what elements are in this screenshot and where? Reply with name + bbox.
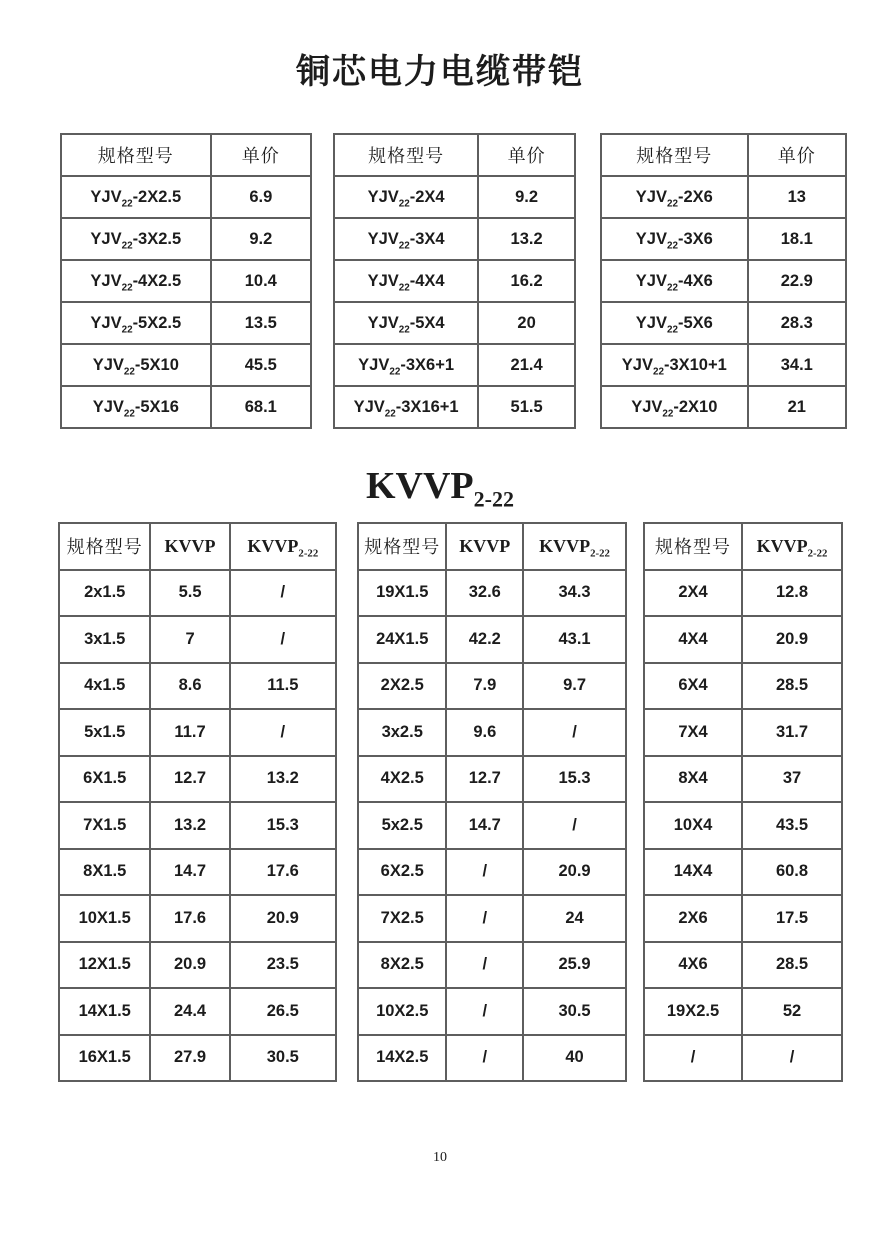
table-row — [358, 616, 626, 663]
model-suffix: -3X2.5 — [132, 229, 182, 248]
spec-cell: 14X4 — [644, 849, 742, 896]
price-cell: 28.5 — [742, 663, 842, 710]
table-row — [334, 386, 575, 428]
spec-cell: 19X1.5 — [358, 570, 446, 617]
armored-cable-table-right — [600, 133, 847, 429]
model-subscript: 22 — [666, 197, 678, 209]
spec-cell: / — [644, 1035, 742, 1082]
price-cell: 7.9 — [446, 663, 523, 710]
spec-cell: 8X2.5 — [358, 942, 446, 989]
column-header — [742, 523, 842, 570]
table-row — [59, 802, 336, 849]
table-row — [61, 344, 311, 386]
model-prefix: YJV — [92, 397, 124, 416]
price-cell: / — [742, 1035, 842, 1082]
spec-cell: 12X1.5 — [59, 942, 150, 989]
table-row — [61, 260, 311, 302]
price-cell: 12.7 — [150, 756, 229, 803]
model-subscript: 22 — [398, 323, 410, 335]
kvvp-section-title — [0, 464, 880, 512]
table-row — [601, 386, 846, 428]
model-prefix: YJV — [635, 187, 667, 206]
column-header: 规格型号 — [61, 134, 211, 176]
spec-cell — [61, 302, 211, 344]
table-row — [61, 176, 311, 218]
table-row — [59, 849, 336, 896]
price-cell: 17.6 — [150, 895, 229, 942]
column-header — [523, 523, 626, 570]
model-suffix: -2X4 — [409, 187, 445, 206]
table-row — [59, 756, 336, 803]
table-row — [601, 344, 846, 386]
armored-cable-section — [60, 133, 847, 429]
spec-cell: 4X2.5 — [358, 756, 446, 803]
price-cell: / — [446, 1035, 523, 1082]
model-prefix: YJV — [90, 187, 122, 206]
spec-cell: 14X2.5 — [358, 1035, 446, 1082]
model-subscript: 22 — [121, 239, 133, 251]
table-row — [358, 1035, 626, 1082]
model-suffix: -2X10 — [673, 397, 718, 416]
price-cell: 30.5 — [230, 1035, 336, 1082]
spec-cell: 8X4 — [644, 756, 742, 803]
spec-cell: 7X4 — [644, 709, 742, 756]
model-suffix: -5X6 — [677, 313, 713, 332]
spec-cell — [61, 260, 211, 302]
table-row — [644, 663, 842, 710]
header-row — [59, 523, 336, 570]
table-row — [644, 942, 842, 989]
price-cell: 15.3 — [523, 756, 626, 803]
spec-cell: 10X1.5 — [59, 895, 150, 942]
column-header: KVVP — [446, 523, 523, 570]
model-subscript: 22 — [121, 323, 133, 335]
price-cell: 13 — [748, 176, 846, 218]
table-row — [358, 988, 626, 1035]
price-cell: 43.1 — [523, 616, 626, 663]
spec-cell: 2X6 — [644, 895, 742, 942]
spec-cell: 16X1.5 — [59, 1035, 150, 1082]
price-cell: 28.3 — [748, 302, 846, 344]
model-subscript: 2-22 — [807, 547, 828, 560]
table-row — [601, 218, 846, 260]
price-cell: 22.9 — [748, 260, 846, 302]
table-row — [334, 260, 575, 302]
table-row — [644, 756, 842, 803]
table-row — [334, 218, 575, 260]
table-row — [61, 386, 311, 428]
spec-cell — [601, 386, 748, 428]
price-cell: 18.1 — [748, 218, 846, 260]
model-subscript: 22 — [398, 239, 410, 251]
table-row — [358, 942, 626, 989]
table-row — [59, 709, 336, 756]
table-row — [601, 176, 846, 218]
table-row — [59, 663, 336, 710]
price-cell: 31.7 — [742, 709, 842, 756]
spec-cell: 4x1.5 — [59, 663, 150, 710]
model-prefix: YJV — [631, 397, 663, 416]
spec-cell — [334, 386, 478, 428]
spec-cell: 10X2.5 — [358, 988, 446, 1035]
table-row — [59, 895, 336, 942]
model-prefix: YJV — [92, 355, 124, 374]
spec-cell: 6X1.5 — [59, 756, 150, 803]
column-header: 规格型号 — [601, 134, 748, 176]
model-subscript: 2-22 — [298, 547, 319, 560]
column-header: 规格型号 — [334, 134, 478, 176]
table-row — [644, 616, 842, 663]
price-cell: 9.6 — [446, 709, 523, 756]
model-subscript: 22 — [121, 281, 133, 293]
spec-cell — [601, 302, 748, 344]
table-row — [61, 218, 311, 260]
price-cell: 27.9 — [150, 1035, 229, 1082]
model-suffix: -3X6+1 — [400, 355, 455, 374]
price-cell: 45.5 — [211, 344, 311, 386]
price-cell: 17.5 — [742, 895, 842, 942]
header-row — [601, 134, 846, 176]
spec-cell — [601, 176, 748, 218]
price-cell: 24 — [523, 895, 626, 942]
price-cell: 9.2 — [211, 218, 311, 260]
price-cell: 13.2 — [150, 802, 229, 849]
spec-cell: 3x1.5 — [59, 616, 150, 663]
table-row — [358, 756, 626, 803]
price-cell: / — [523, 709, 626, 756]
price-cell: 9.7 — [523, 663, 626, 710]
price-cell: 28.5 — [742, 942, 842, 989]
model-prefix: YJV — [353, 397, 385, 416]
price-cell: 12.7 — [446, 756, 523, 803]
kvvp-table-left — [58, 522, 337, 1082]
spec-cell — [334, 260, 478, 302]
table-row — [334, 176, 575, 218]
model-prefix: YJV — [635, 313, 667, 332]
table-row — [644, 895, 842, 942]
price-cell: 9.2 — [478, 176, 575, 218]
table-row — [358, 663, 626, 710]
model-suffix: -4X2.5 — [132, 271, 182, 290]
model-subscript: 22 — [121, 197, 133, 209]
column-header: KVVP — [150, 523, 229, 570]
spec-cell — [61, 386, 211, 428]
spec-cell — [61, 344, 211, 386]
model-subscript: 22 — [666, 323, 678, 335]
model-suffix: -5X4 — [409, 313, 445, 332]
model-prefix: YJV — [635, 229, 667, 248]
price-cell: 6.9 — [211, 176, 311, 218]
spec-cell: 6X4 — [644, 663, 742, 710]
column-header: 规格型号 — [644, 523, 742, 570]
table-row — [644, 988, 842, 1035]
price-cell: / — [230, 616, 336, 663]
spec-cell: 4X6 — [644, 942, 742, 989]
price-cell: / — [230, 570, 336, 617]
price-cell: 51.5 — [478, 386, 575, 428]
price-cell: 23.5 — [230, 942, 336, 989]
header-row — [334, 134, 575, 176]
price-cell: 37 — [742, 756, 842, 803]
spec-cell — [334, 302, 478, 344]
price-cell: 20.9 — [230, 895, 336, 942]
spec-cell: 2x1.5 — [59, 570, 150, 617]
price-cell: 20.9 — [742, 616, 842, 663]
spec-cell — [601, 344, 748, 386]
spec-cell: 6X2.5 — [358, 849, 446, 896]
price-cell: / — [446, 942, 523, 989]
column-header: 规格型号 — [59, 523, 150, 570]
model-suffix: -3X16+1 — [395, 397, 459, 416]
price-cell: 60.8 — [742, 849, 842, 896]
price-cell: / — [446, 849, 523, 896]
model-subscript: 22 — [666, 239, 678, 251]
model-suffix: -5X16 — [134, 397, 179, 416]
table-row — [59, 570, 336, 617]
price-cell: 15.3 — [230, 802, 336, 849]
table-row — [59, 1035, 336, 1082]
kvvp-title-subscript: 2-22 — [473, 486, 515, 512]
price-cell: 16.2 — [478, 260, 575, 302]
page-title: 铜芯电力电缆带铠 — [296, 54, 584, 91]
price-cell: 20.9 — [523, 849, 626, 896]
model-subscript: 22 — [662, 407, 674, 419]
table-row — [601, 260, 846, 302]
model-prefix: YJV — [367, 313, 399, 332]
price-cell: 14.7 — [150, 849, 229, 896]
model-suffix: -5X2.5 — [132, 313, 182, 332]
table-row — [334, 302, 575, 344]
price-cell: / — [230, 709, 336, 756]
spec-cell: 7X1.5 — [59, 802, 150, 849]
armored-cable-table-left — [60, 133, 312, 429]
price-cell: 13.2 — [230, 756, 336, 803]
price-cell: 8.6 — [150, 663, 229, 710]
spec-cell: 4X4 — [644, 616, 742, 663]
model-suffix: -2X6 — [677, 187, 713, 206]
price-cell: 13.5 — [211, 302, 311, 344]
header-row — [358, 523, 626, 570]
price-cell: 30.5 — [523, 988, 626, 1035]
model-suffix: -3X6 — [677, 229, 713, 248]
spec-cell: 2X4 — [644, 570, 742, 617]
kvvp-table-middle — [357, 522, 627, 1082]
model-prefix: YJV — [367, 229, 399, 248]
model-prefix: YJV — [90, 271, 122, 290]
model-subscript: 22 — [123, 407, 135, 419]
model-prefix: KVVP — [756, 535, 808, 556]
table-row — [601, 302, 846, 344]
table-row — [644, 570, 842, 617]
price-cell: 14.7 — [446, 802, 523, 849]
spec-cell — [334, 176, 478, 218]
model-prefix: YJV — [621, 355, 653, 374]
spec-cell — [334, 218, 478, 260]
model-subscript: 22 — [398, 197, 410, 209]
spec-cell: 10X4 — [644, 802, 742, 849]
price-cell: 20.9 — [150, 942, 229, 989]
spec-cell: 5x1.5 — [59, 709, 150, 756]
spec-cell — [61, 218, 211, 260]
price-cell: 17.6 — [230, 849, 336, 896]
table-row — [358, 895, 626, 942]
price-cell: / — [446, 988, 523, 1035]
model-suffix: -5X10 — [134, 355, 179, 374]
table-row — [644, 709, 842, 756]
model-prefix: YJV — [367, 271, 399, 290]
price-cell: 26.5 — [230, 988, 336, 1035]
model-suffix: -2X2.5 — [132, 187, 182, 206]
model-subscript: 22 — [666, 281, 678, 293]
table-row — [358, 802, 626, 849]
model-suffix: -3X10+1 — [663, 355, 727, 374]
column-header — [230, 523, 336, 570]
kvvp-table-right — [643, 522, 843, 1082]
price-cell: 68.1 — [211, 386, 311, 428]
price-cell: 34.1 — [748, 344, 846, 386]
price-cell: 25.9 — [523, 942, 626, 989]
model-prefix: YJV — [367, 187, 399, 206]
header-row — [61, 134, 311, 176]
model-subscript: 22 — [384, 407, 396, 419]
model-prefix: KVVP — [539, 535, 591, 556]
price-cell: 40 — [523, 1035, 626, 1082]
spec-cell: 7X2.5 — [358, 895, 446, 942]
column-header: 单价 — [211, 134, 311, 176]
spec-cell — [334, 344, 478, 386]
price-cell: 11.7 — [150, 709, 229, 756]
header-row — [644, 523, 842, 570]
spec-cell: 14X1.5 — [59, 988, 150, 1035]
column-header: 规格型号 — [358, 523, 446, 570]
table-row — [59, 616, 336, 663]
price-cell: 20 — [478, 302, 575, 344]
price-cell: 21 — [748, 386, 846, 428]
price-cell: 13.2 — [478, 218, 575, 260]
spec-cell: 2X2.5 — [358, 663, 446, 710]
table-row — [59, 988, 336, 1035]
model-suffix: -3X4 — [409, 229, 445, 248]
table-row — [644, 1035, 842, 1082]
price-cell: 32.6 — [446, 570, 523, 617]
kvvp-section — [58, 522, 843, 1082]
column-header: 单价 — [478, 134, 575, 176]
model-prefix: YJV — [358, 355, 390, 374]
model-subscript: 2-22 — [590, 547, 610, 560]
price-cell: / — [446, 895, 523, 942]
model-prefix: YJV — [90, 229, 122, 248]
spec-cell: 5x2.5 — [358, 802, 446, 849]
model-prefix: YJV — [90, 313, 122, 332]
price-cell: 5.5 — [150, 570, 229, 617]
price-cell: 24.4 — [150, 988, 229, 1035]
model-subscript: 22 — [652, 365, 664, 377]
table-row — [61, 302, 311, 344]
page-number: 10 — [433, 1150, 447, 1165]
price-cell: 21.4 — [478, 344, 575, 386]
price-cell: 12.8 — [742, 570, 842, 617]
spec-cell: 19X2.5 — [644, 988, 742, 1035]
table-row — [358, 570, 626, 617]
table-row — [644, 802, 842, 849]
price-cell: / — [523, 802, 626, 849]
price-cell: 11.5 — [230, 663, 336, 710]
price-cell: 34.3 — [523, 570, 626, 617]
spec-cell — [601, 218, 748, 260]
spec-cell — [61, 176, 211, 218]
model-subscript: 22 — [389, 365, 401, 377]
kvvp-title-base: KVVP — [365, 465, 474, 507]
table-row — [59, 942, 336, 989]
price-cell: 43.5 — [742, 802, 842, 849]
price-cell: 10.4 — [211, 260, 311, 302]
price-cell: 42.2 — [446, 616, 523, 663]
table-row — [644, 849, 842, 896]
model-subscript: 22 — [398, 281, 410, 293]
table-row — [358, 709, 626, 756]
spec-cell: 24X1.5 — [358, 616, 446, 663]
price-cell: 7 — [150, 616, 229, 663]
spec-cell: 3x2.5 — [358, 709, 446, 756]
spec-cell: 8X1.5 — [59, 849, 150, 896]
table-row — [358, 849, 626, 896]
model-prefix: KVVP — [247, 535, 299, 556]
armored-cable-table-middle — [333, 133, 576, 429]
model-prefix: YJV — [635, 271, 667, 290]
model-suffix: -4X4 — [409, 271, 445, 290]
model-suffix: -4X6 — [677, 271, 713, 290]
price-cell: 52 — [742, 988, 842, 1035]
column-header: 单价 — [748, 134, 846, 176]
table-row — [334, 344, 575, 386]
model-subscript: 22 — [123, 365, 135, 377]
spec-cell — [601, 260, 748, 302]
